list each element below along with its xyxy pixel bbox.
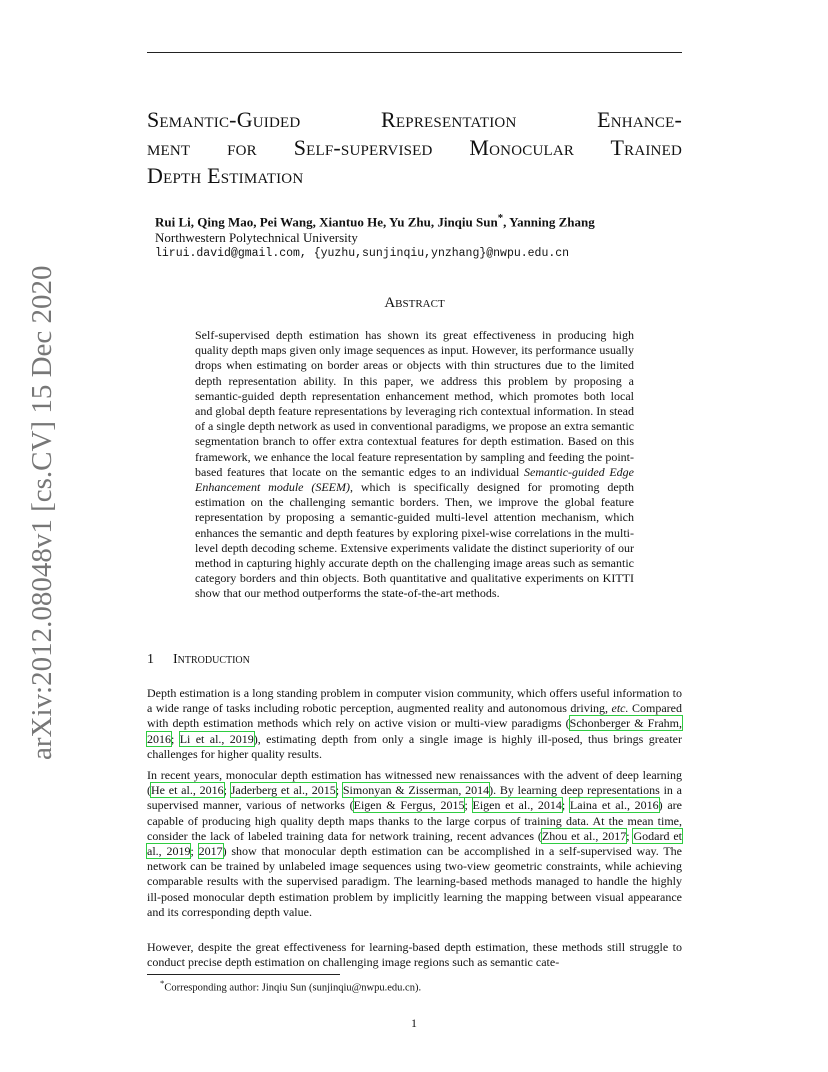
intro-paragraph-1: Depth estimation is a long standing problem in computer vision community, which offers useful information to a wide range of tasks including robotic perception, augmented reality and autonomous driving, etc. Compared with depth estimation methods which rely on active vision or multi-view paradigms (Schonberger & Frahm, 2016; Li et al., 2019), estimating depth from only a single image is highly ill-posed, thus brings greater challenges for higher quality results. (147, 686, 683, 761)
citation-link[interactable]: 2017 (198, 844, 223, 859)
arxiv-identifier-stamp: arXiv:2012.08048v1 [cs.CV] 15 Dec 2020 (26, 265, 58, 760)
intro-paragraph-2: In recent years, monocular depth estimation has witnessed new renaissances with the advent of deep learning (He et al., 2016; Jaderberg et al., 2015; Simonyan & Zisserman, 2014). By learning deep representations in a supervised manner, various of networks (Eigen & Fergus, 2015; Eigen et al., 2014; Laina et al., 2016) are capable of producing high quality depth maps thanks to the large corpus of training data. At the mean time, consider the lack of labeled training data for network training, recent advances (Zhou et al., 2017; Godard et al., 2019; 2017) show that monocular depth estimation can be accomplished in a self-supervised way. The network can be trained by unlabeled image sequences using two-view geometric constraints, while achieving comparable results with the supervised paradigm. The learning-based methods managed to handle the highly ill-posed monocular depth estimation problem by implicitly learning the mapping between visual appearance and its corresponding depth value. (147, 768, 683, 919)
citation-link[interactable]: Schonberger & Frahm, 2016 (147, 716, 682, 746)
top-rule (147, 52, 682, 53)
citation-link[interactable]: Li et al., 2019 (179, 731, 254, 746)
footnote-mark: * (160, 978, 165, 988)
author-emails: lirui.david@gmail.com, {yuzhu,sunjinqiu,ynzhang}@nwpu.edu.cn (155, 247, 570, 261)
citation-link[interactable]: Eigen et al., 2014 (472, 798, 562, 813)
citation-link[interactable]: He et al., 2016 (151, 783, 224, 798)
author-block (155, 210, 675, 262)
footnote-rule (147, 974, 340, 975)
corresponding-author-mark[interactable]: * (497, 212, 504, 224)
citation-link[interactable]: Zhou et al., 2017 (541, 828, 627, 843)
citation-link[interactable]: Simonyan & Zisserman, 2014 (342, 783, 490, 798)
section-heading-introduction (147, 652, 250, 668)
seem-module-name: Semantic-guided Edge Enhancement module (SEEM) (195, 464, 634, 495)
page-number: 1 (411, 1016, 417, 1030)
abstract-heading: Abstract (384, 295, 445, 311)
paper-title (147, 106, 682, 190)
citation-link[interactable]: Jaderberg et al., 2015 (230, 783, 336, 798)
section-number: 1 (147, 652, 154, 667)
affiliation: Northwestern Polytechnical University (155, 230, 358, 246)
citation-link[interactable]: Laina et al., 2016 (569, 798, 659, 813)
footnote: *Corresponding author: Jinqiu Sun (sunjinqiu@nwpu.edu.cn). (160, 978, 422, 994)
title-line-3: Depth Estimation (147, 163, 304, 188)
intro-paragraph-3: However, despite the great effectiveness for learning-based depth estimation, these methods still struggle to conduct precise depth estimation on challenging image regions such as semantic cate- (147, 940, 682, 970)
citation-link[interactable]: Eigen & Fergus, 2015 (353, 798, 465, 813)
section-title: Introduction (173, 652, 250, 667)
title-line-2: ment for Self-supervised Monocular Trained (147, 135, 682, 160)
citation-link[interactable]: Godard et al., 2019 (147, 828, 682, 859)
title-line-1: Semantic-Guided Representation Enhance- (147, 107, 682, 132)
author-names: Rui Li, Qing Mao, Pei Wang, Xiantuo He, Yu Zhu, Jinqiu Sun*, Yanning Zhang (155, 212, 595, 230)
abstract-text: Self-supervised depth estimation has shown its great effectiveness in producing high quality depth maps given only image sequences as input. However, its performance usually drops when estimating on border areas or objects with thin structures due to the limited depth representation ability. In this paper, we address this problem by proposing a semantic-guided depth representation enhancement method, which promotes both local and global depth feature representations by leveraging rich contextual information. In stead of a single depth network as used in conventional paradigms, we propose an extra semantic segmentation branch to offer extra contextual features for depth estimation. Based on this framework, we enhance the local feature representation by sampling and feeding the point-based features that locate on the semantic edges to an individual Semantic-guided Edge Enhancement module (SEEM), which is specifically designed for promoting depth estimation on the challenging semantic borders. Then, we improve the global feature representation by proposing a semantic-guided multi-level attention mechanism, which enhances the semantic and depth features by exploring pixel-wise correlations in the multi-level depth decoding scheme. Extensive experiments validate the distinct superiority of our method in capturing highly accurate depth on the challenging image areas such as semantic category borders and thin objects. Both quantitative and qualitative experiments on KITTI show that our method outperforms the state-of-the-art methods. (195, 328, 634, 601)
